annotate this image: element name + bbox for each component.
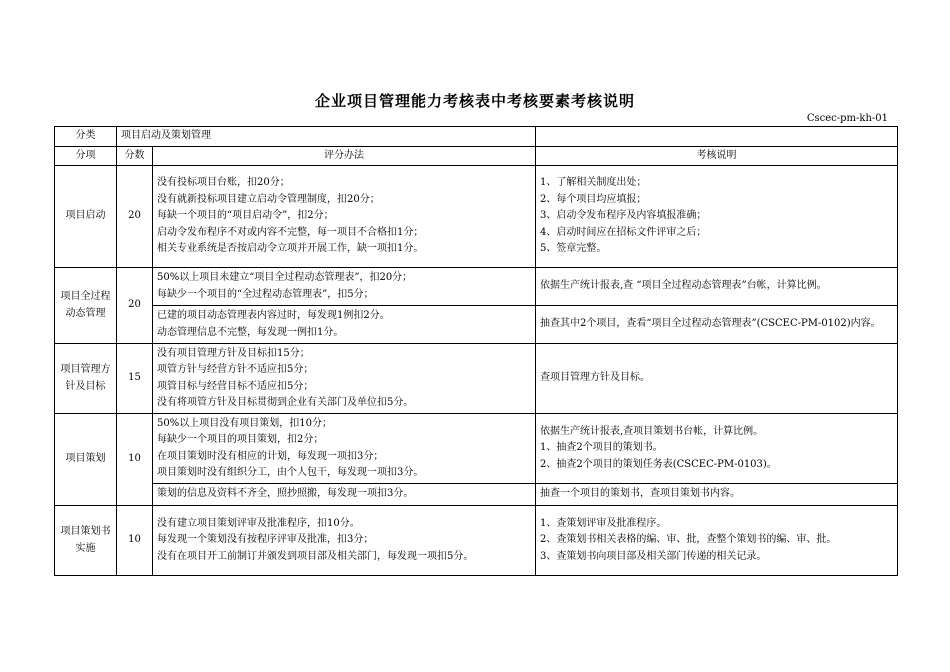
method-line: 已建的项目动态管理表内容过时，每发现1例扣2分。 (157, 310, 390, 321)
category-empty-cell (536, 127, 898, 147)
category-row (55, 127, 898, 147)
item-cell: 项目策划 (55, 414, 117, 506)
method-line: 项管方针与经营方针不适应扣5分； (157, 364, 314, 375)
table-row (55, 166, 898, 268)
method-line: 没有将项管方针及目标贯彻到企业有关部门及单位扣5分。 (157, 397, 414, 408)
table-row (55, 414, 898, 484)
note-line: 抽查一个项目的策划书，查项目策划书内容。 (540, 488, 740, 500)
category-label: 分类 (55, 127, 117, 147)
method-line: 项管目标与经营目标不适应扣5分； (157, 380, 314, 392)
category-value: 项目启动及策划管理 (117, 127, 536, 147)
note-line: 1、抽查2个项目的策划书。 (540, 442, 663, 454)
method-line: 没有建立项目策划评审及批准程序，扣10分。 (157, 517, 360, 529)
method-line: 每缺一个项目的“项目启动令”，扣2分； (157, 210, 334, 222)
score-cell: 10 (117, 414, 153, 506)
method-cell (153, 306, 536, 344)
header-method: 评分办法 (153, 146, 536, 166)
note-line: 1、了解相关制度出处； (540, 177, 647, 189)
method-cell (153, 506, 536, 576)
note-line: 5、签章完整。 (540, 243, 607, 255)
method-line: 启动令发布程序不对或内容不完整，每一项目不合格扣1分； (157, 226, 424, 238)
note-cell (536, 166, 898, 268)
table-row (55, 306, 898, 344)
score-cell: 20 (117, 268, 153, 344)
note-line: 2、每个项目均应填报； (540, 193, 647, 205)
item-cell: 项目管理方针及目标 (55, 344, 117, 414)
method-line: 没有就新投标项目建立启动令管理制度，扣20分； (157, 193, 380, 205)
method-line: 项目策划时没有组织分工，由个人包干，每发现一项扣3分。 (157, 467, 424, 478)
header-note: 考核说明 (536, 146, 898, 166)
method-line: 策划的信息及资料不齐全，照抄照搬，每发现一项扣3分。 (157, 488, 414, 500)
note-cell (536, 344, 898, 414)
note-line: 依据生产统计报表,查项目策划书台帐，计算比例。 (540, 425, 764, 437)
method-cell (153, 166, 536, 268)
method-cell (153, 484, 536, 506)
item-cell: 项目启动 (55, 166, 117, 268)
score-cell: 15 (117, 344, 153, 414)
header-row (55, 146, 898, 166)
note-line: 查项目管理方针及目标。 (540, 372, 650, 384)
method-line: 在项目策划时没有相应的计划，每发现一项扣3分； (157, 450, 384, 462)
method-line: 50%以上项目没有项目策划，扣10分； (157, 417, 332, 429)
method-line: 没有项目管理方针及目标扣15分； (157, 347, 310, 359)
note-line: 3、启动令发布程序及内容填报准确； (540, 210, 707, 222)
item-cell: 项目策划书实施 (55, 506, 117, 576)
header-item: 分项 (55, 146, 117, 166)
note-line: 3、查策划书向项目部及相关部门传递的相关记录。 (540, 550, 767, 562)
note-line: 4、启动时间应在招标文件评审之后； (540, 226, 707, 238)
table-row (55, 506, 898, 576)
assessment-table (54, 126, 898, 576)
method-line: 没有在项目开工前制订并颁发到项目部及相关部门，每发现一项扣5分。 (157, 550, 474, 562)
score-cell: 20 (117, 166, 153, 268)
method-line: 动态管理信息不完整，每发现一例扣1分。 (157, 326, 344, 338)
document-title: 企业项目管理能力考核表中考核要素考核说明 (314, 92, 635, 110)
method-line: 每缺少一个项目的“全过程动态管理表”，扣5分； (157, 288, 374, 300)
note-cell (536, 484, 898, 506)
method-line: 相关专业系统是否按启动令立项并开展工作，缺一项扣1分。 (157, 243, 424, 255)
table-row (55, 268, 898, 306)
note-cell (536, 268, 898, 306)
table-row (55, 484, 898, 506)
method-line: 每缺少一个项目的项目策划，扣2分； (157, 434, 324, 445)
method-cell (153, 344, 536, 414)
note-cell (536, 414, 898, 484)
score-cell: 10 (117, 506, 153, 576)
note-cell (536, 506, 898, 576)
note-line: 2、抽查2个项目的策划任务表(CSCEC-PM-0103)。 (540, 458, 777, 470)
method-cell (153, 268, 536, 306)
method-line: 每发现一个策划没有按程序评审及批准，扣3分； (157, 534, 374, 546)
item-cell: 项目全过程动态管理 (55, 268, 117, 344)
note-line: 2、查策划书相关表格的编、审、批，查整个策划书的编、审、批。 (540, 534, 837, 546)
document-code: Cscec-pm-kh-01 (806, 113, 888, 124)
note-line: 1、查策划评审及批准程序。 (540, 517, 667, 529)
note-line: 抽查其中2个项目，查看“项目全过程动态管理表”(CSCEC-PM-0102)内容。 (540, 318, 881, 330)
note-cell (536, 306, 898, 344)
method-line: 50%以上项目未建立“项目全过程动态管理表”，扣20分； (157, 272, 413, 283)
header-score: 分数 (117, 146, 153, 166)
table-row (55, 344, 898, 414)
method-cell (153, 414, 536, 484)
method-line: 没有投标项目台账，扣20分； (157, 177, 290, 189)
note-line: 依据生产统计报表,查 “项目全过程动态管理表”台帐，计算比例。 (540, 280, 827, 292)
